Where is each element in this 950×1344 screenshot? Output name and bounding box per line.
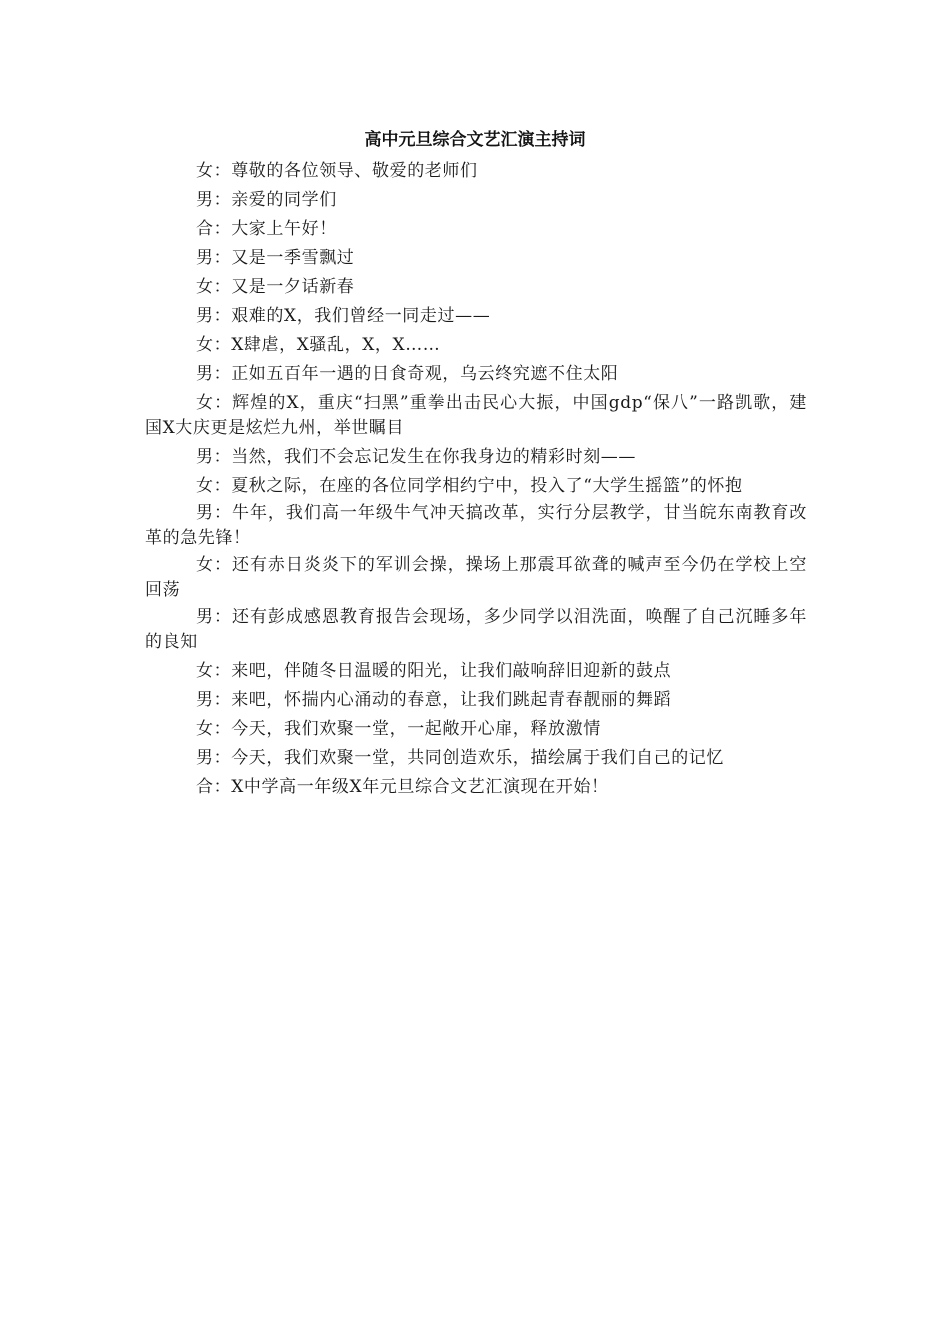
paragraph: 合：大家上午好！ [196,219,337,239]
paragraph: 女：又是一夕话新春 [196,277,355,297]
paragraph: 女：来吧，伴随冬日温暖的阳光，让我们敲响辞旧迎新的鼓点 [196,661,672,681]
paragraph: 男：牛年，我们高一年级牛气冲天搞改革，实行分层教学，甘当皖东南教育改革的急先锋！ [145,503,807,548]
paragraph: 女：X肆虐，X骚乱，X，X…… [196,335,441,355]
paragraph: 女：尊敬的各位领导、敬爱的老师们 [196,161,478,181]
paragraph: 女：夏秋之际，在座的各位同学相约宁中，投入了“大学生摇篮”的怀抱 [196,476,743,496]
paragraph: 合：X中学高一年级X年元旦综合文艺汇演现在开始！ [196,777,609,797]
paragraph: 男：来吧，怀揣内心涌动的春意，让我们跳起青春靓丽的舞蹈 [196,690,672,710]
paragraph: 女：辉煌的X，重庆“扫黑”重拳出击民心大振，中国gdp“保八”一路凯歌，建国X大庆更是炫烂九州，举世瞩目 [145,393,807,438]
document-body [145,157,807,802]
paragraph: 男：亲爱的同学们 [196,190,337,210]
paragraph: 男：当然，我们不会忘记发生在你我身边的精彩时刻—— [196,447,636,467]
document-title: 高中元旦综合文艺汇演主持词 [364,130,586,150]
paragraph: 男：又是一季雪飘过 [196,248,355,268]
paragraph: 男：艰难的X，我们曾经一同走过—— [196,306,491,326]
paragraph: 男：还有彭成感恩教育报告会现场，多少同学以泪洗面，唤醒了自己沉睡多年的良知 [145,607,807,652]
paragraph: 女：还有赤日炎炎下的军训会操，操场上那震耳欲聋的喊声至今仍在学校上空回荡 [145,555,807,600]
paragraph: 男：今天，我们欢聚一堂，共同创造欢乐，描绘属于我们自己的记忆 [196,748,724,768]
paragraph: 男：正如五百年一遇的日食奇观，乌云终究遮不住太阳 [196,364,619,384]
paragraph: 女：今天，我们欢聚一堂，一起敞开心扉，释放激情 [196,719,601,739]
